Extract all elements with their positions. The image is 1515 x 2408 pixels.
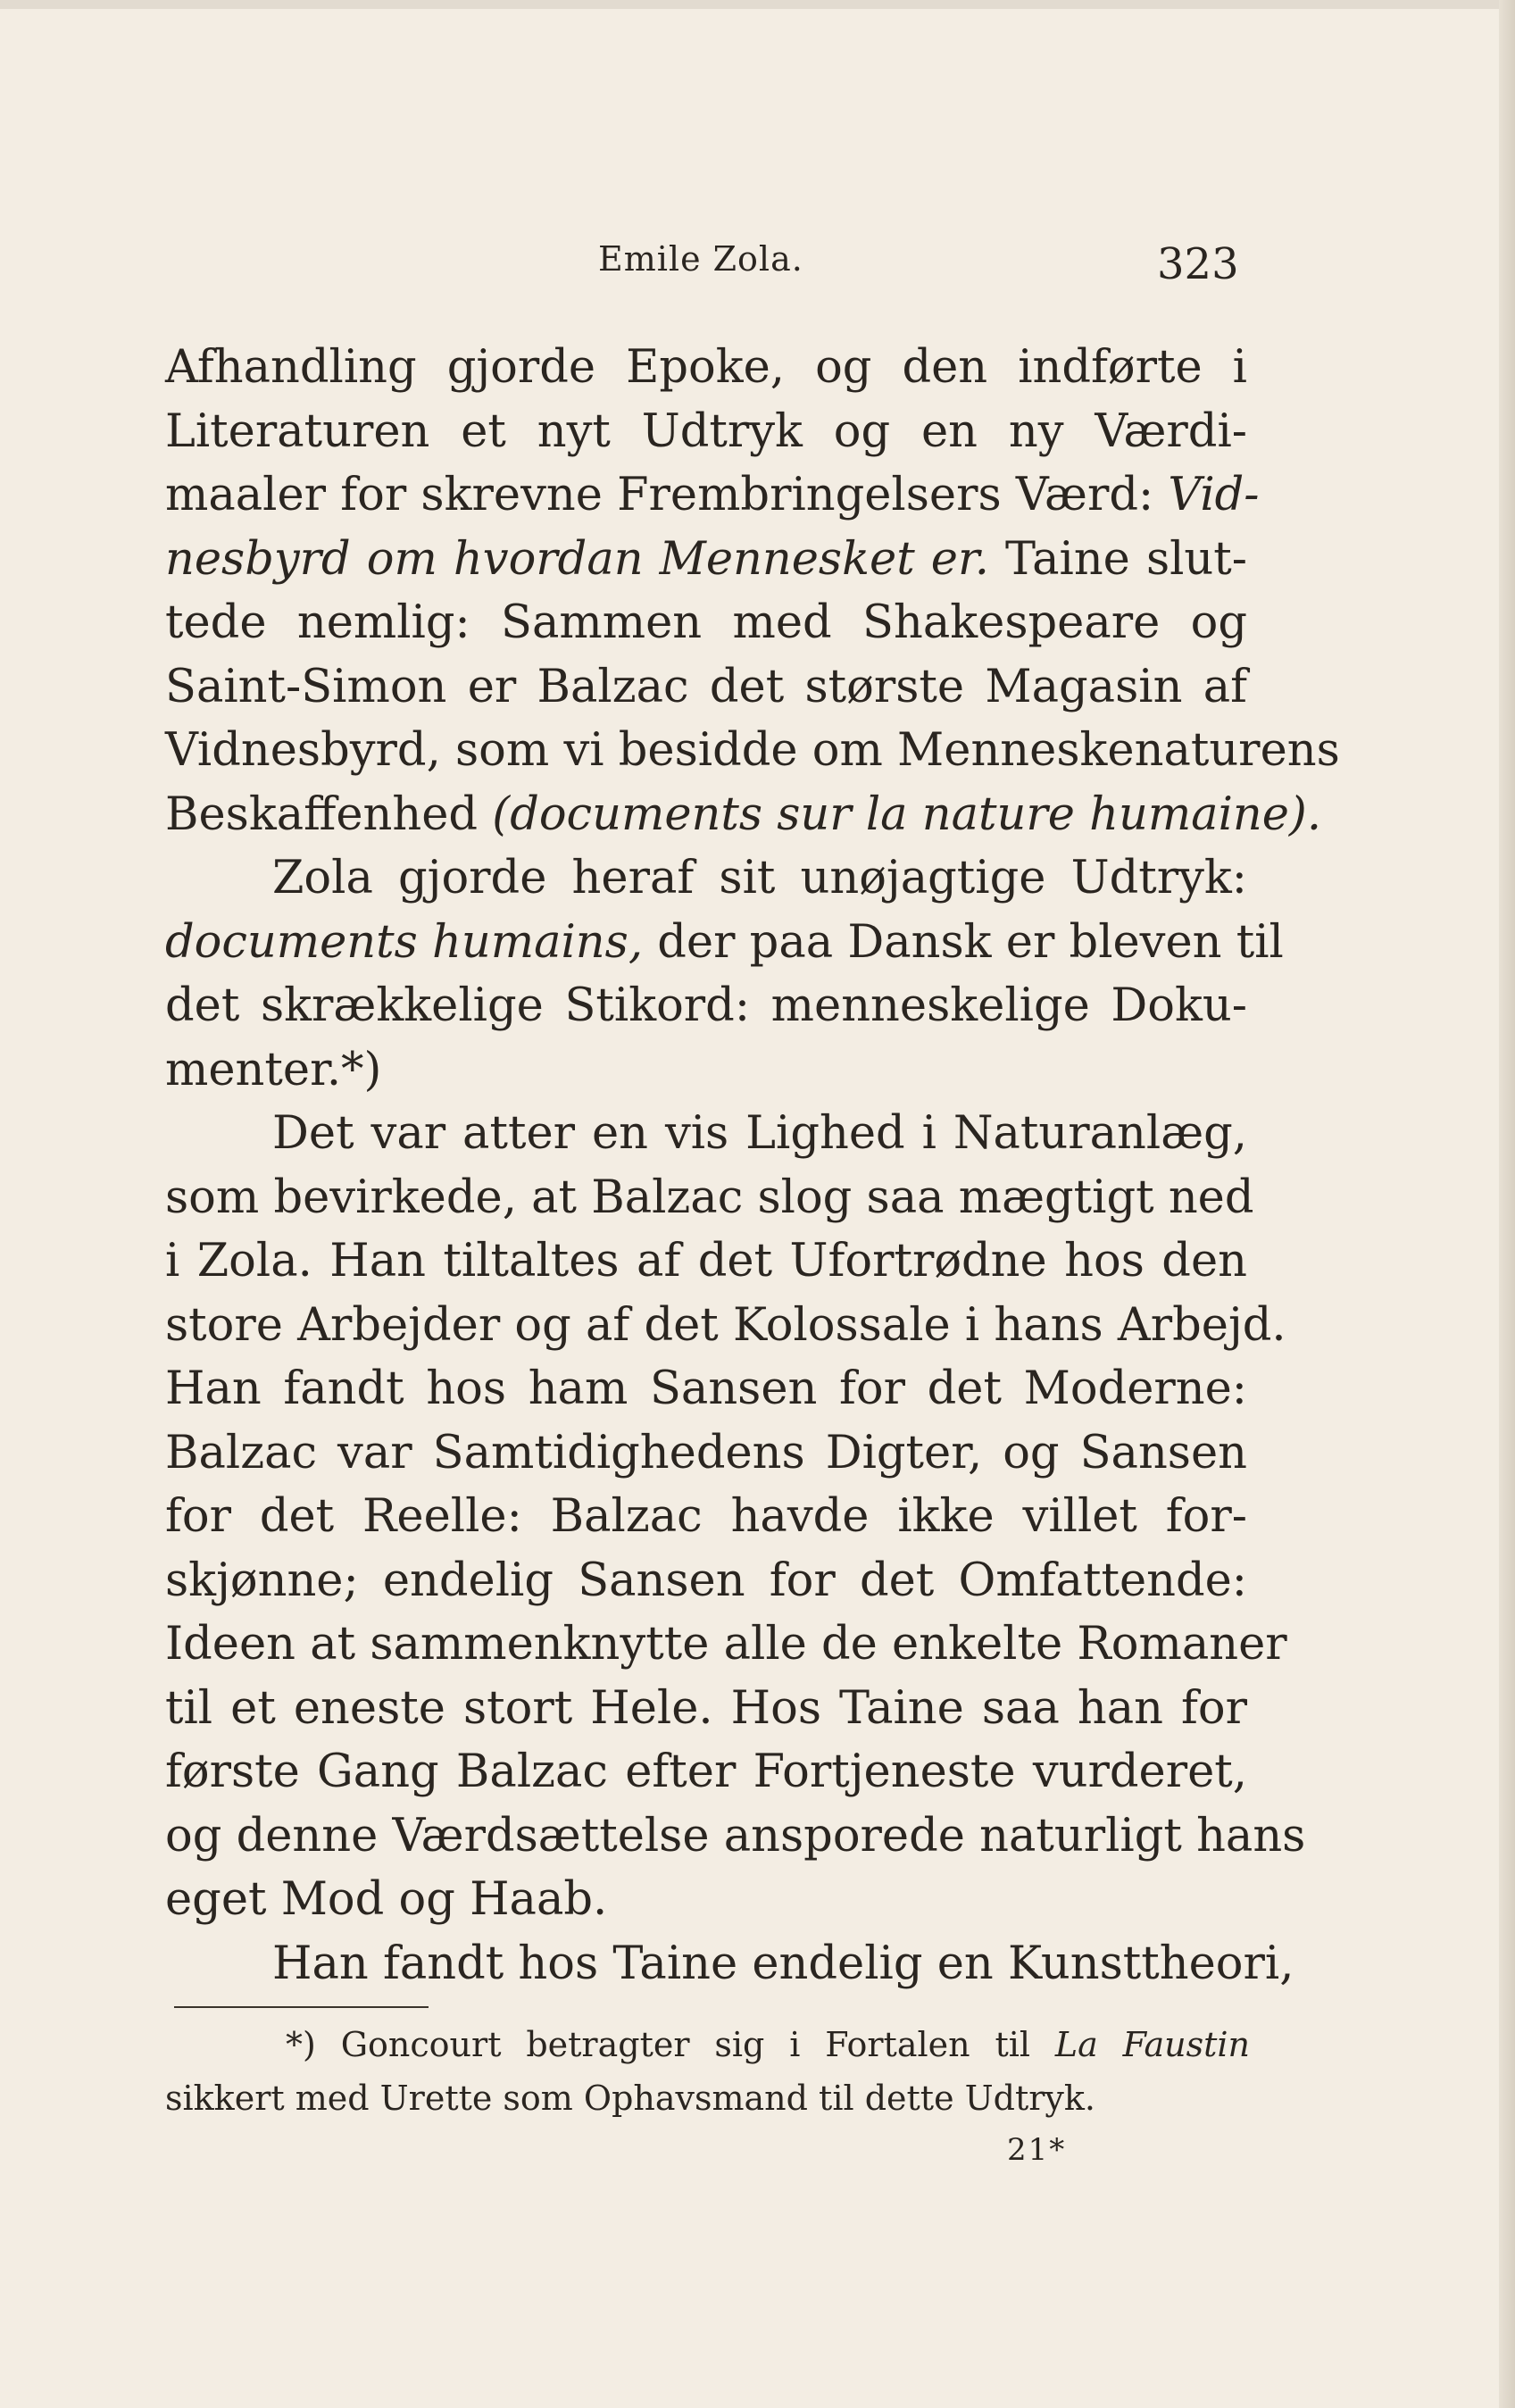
italic-phrase: (documents sur la nature humaine). xyxy=(492,787,1322,841)
footnote-divider xyxy=(174,2006,429,2008)
text-line: og denne Værdsættelse ansporede naturligt hans xyxy=(165,1809,1306,1862)
footnote-line: *) Goncourt betragter sig i Fortalen til La Faustin xyxy=(286,2025,1250,2064)
text-line: Afhandling gjorde Epoke, og den indførte i xyxy=(165,341,1247,394)
italic-phrase: La Faustin xyxy=(1054,2025,1250,2064)
text-line: Zola gjorde heraf sit unøjagtige Udtryk: xyxy=(272,852,1247,904)
footnote xyxy=(165,2018,1250,2125)
text-line: i Zola. Han tiltaltes af det Ufortrødne hos den xyxy=(165,1235,1247,1287)
running-title: Emile Zola. xyxy=(598,239,803,279)
page-number: 323 xyxy=(1157,239,1239,289)
text-line: menter.*) xyxy=(165,1043,382,1096)
text-line: nesbyrd om hvordan Mennesket er. Taine slut- xyxy=(165,532,1247,586)
body-text xyxy=(165,336,1340,1996)
page-header xyxy=(0,239,1515,293)
text-line: Vidnesbyrd, som vi besidde om Menneskenaturens xyxy=(165,724,1340,777)
text-line: Literaturen et nyt Udtryk og en ny Værdi- xyxy=(165,404,1247,458)
text-line: Saint-Simon er Balzac det største Magasin af xyxy=(165,660,1247,713)
italic-phrase: documents humains, xyxy=(165,915,644,969)
italic-phrase: Vid- xyxy=(1168,469,1260,521)
text-line: maaler for skrevne Frembringelsers Værd: Vid- xyxy=(165,469,1260,521)
footnote-line: sikkert med Urette som Ophavsmand til dette Udtryk. xyxy=(165,2079,1095,2118)
text-line: for det Reelle: Balzac havde ikke villet for- xyxy=(165,1490,1247,1543)
text-line: som bevirkede, at Balzac slog saa mægtigt ned xyxy=(165,1171,1254,1224)
text-line: Det var atter en vis Lighed i Naturanlæg, xyxy=(272,1107,1247,1160)
text-line: Han fandt hos ham Sansen for det Moderne: xyxy=(165,1362,1247,1415)
text-line: første Gang Balzac efter Fortjeneste vurderet, xyxy=(165,1746,1247,1798)
text-line: Balzac var Samtidighedens Digter, og Sansen xyxy=(165,1426,1247,1479)
text-line: Beskaffenhed (documents sur la nature humaine). xyxy=(165,787,1322,841)
text-line: til et eneste stort Hele. Hos Taine saa han for xyxy=(165,1681,1247,1735)
text-line: store Arbejder og af det Kolossale i hans Arbejd. xyxy=(165,1298,1286,1352)
text-line: documents humains, der paa Dansk er bleven til xyxy=(165,915,1284,969)
italic-phrase: nesbyrd om hvordan Mennesket er. xyxy=(165,532,989,586)
signature-mark: 21* xyxy=(1007,2132,1067,2168)
text-line: tede nemlig: Sammen med Shakespeare og xyxy=(165,596,1247,649)
text-line: Ideen at sammenknytte alle de enkelte Romaner xyxy=(165,1618,1287,1671)
text-line: eget Mod og Haab. xyxy=(165,1873,608,1926)
page-right-edge xyxy=(1499,0,1515,2408)
page-top-edge xyxy=(0,0,1515,9)
text-line: Han fandt hos Taine endelig en Kunsttheori, xyxy=(272,1937,1294,1990)
text-line: det skrækkelige Stikord: menneskelige Doku- xyxy=(165,979,1247,1032)
text-line: skjønne; endelig Sansen for det Omfattende: xyxy=(165,1554,1247,1607)
